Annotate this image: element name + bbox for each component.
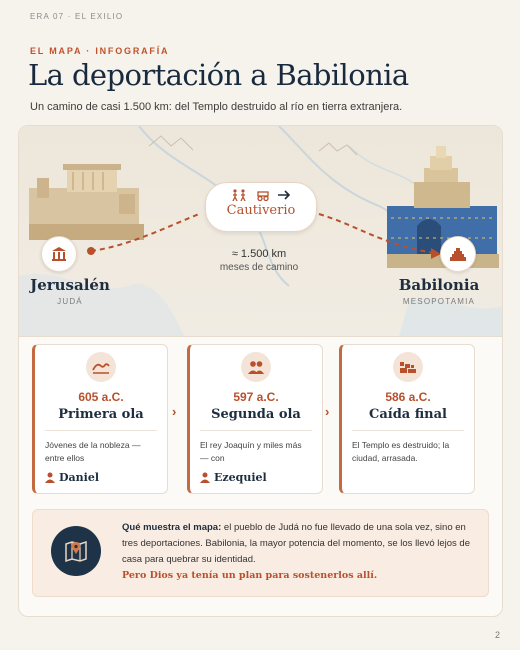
wave-name: Segunda ola — [211, 407, 301, 422]
wave-card-2 — [187, 344, 323, 494]
note-text — [122, 520, 477, 584]
ruins-icon — [393, 352, 423, 382]
group-icon — [241, 352, 271, 382]
section-kicker: EL MAPA · INFOGRAFÍA — [30, 46, 170, 56]
duration-value: meses de camino — [219, 262, 299, 273]
wave-date: 586 a.C. — [385, 390, 431, 404]
origin-city — [25, 276, 115, 306]
route-map — [19, 126, 502, 337]
wave-desc: El rey Joaquín y miles más — con — [200, 440, 302, 463]
wave-date: 605 a.C. — [78, 390, 124, 404]
wave-icon — [86, 352, 116, 382]
destination-name: Babilonia — [398, 276, 480, 294]
walking-captives-icon — [231, 189, 249, 201]
wave-person — [45, 471, 157, 484]
page-title: La deportación a Babilonia — [28, 58, 409, 92]
route-badge — [205, 182, 317, 232]
wave-name: Caída final — [368, 407, 447, 422]
distance-value: ≈ 1.500 km — [231, 248, 287, 260]
ziggurat-icon — [440, 236, 476, 272]
map-pin-icon — [51, 526, 101, 576]
temple-icon — [41, 236, 77, 272]
wave-desc: El Templo es destruido; la ciudad, arrasada. — [352, 440, 450, 463]
route-start-dot — [87, 247, 95, 255]
chevron-right-icon: › — [172, 404, 177, 419]
note-body: el pueblo de Judá no fue llevado de una sola vez, sino en tres deportaciones. Babilonia, la mayor potencia del momento, se los llevó lejos de casa para quebrar su identidad. — [122, 522, 470, 565]
infographic-card — [18, 125, 503, 617]
origin-name: Jerusalén — [30, 276, 110, 294]
jerusalem-illustration — [29, 164, 144, 240]
person-icon — [200, 472, 210, 483]
route-distance — [209, 248, 309, 273]
destination-city — [384, 276, 494, 306]
page-number: 2 — [494, 630, 500, 640]
map-note — [32, 509, 489, 597]
wave-date: 597 a.C. — [233, 390, 279, 404]
note-closing: Pero Dios ya tenía un plan para sostenerlos allí. — [122, 570, 378, 581]
wave-card-1 — [32, 344, 168, 494]
arrow-right-icon — [277, 189, 291, 201]
wave-desc: Jóvenes de la nobleza — entre ellos — [45, 440, 141, 463]
cart-icon — [255, 189, 271, 201]
wave-name: Primera ola — [58, 407, 144, 422]
page-subtitle: Un camino de casi 1.500 km: del Templo destruido al río en tierra extranjera. — [30, 101, 403, 113]
wave-person-name: Ezequiel — [214, 471, 267, 484]
note-lead: Qué muestra el mapa: — [122, 522, 222, 533]
chevron-right-icon: › — [325, 404, 330, 419]
person-icon — [45, 472, 55, 483]
route-label: Cautiverio — [226, 203, 296, 218]
era-label: ERA 07 · EL EXILIO — [30, 12, 124, 21]
wave-card-3 — [339, 344, 475, 494]
destination-region: MESOPOTAMIA — [402, 297, 476, 306]
wave-person — [200, 471, 312, 484]
wave-person-name: Daniel — [59, 471, 100, 484]
origin-region: JUDÁ — [57, 297, 83, 306]
